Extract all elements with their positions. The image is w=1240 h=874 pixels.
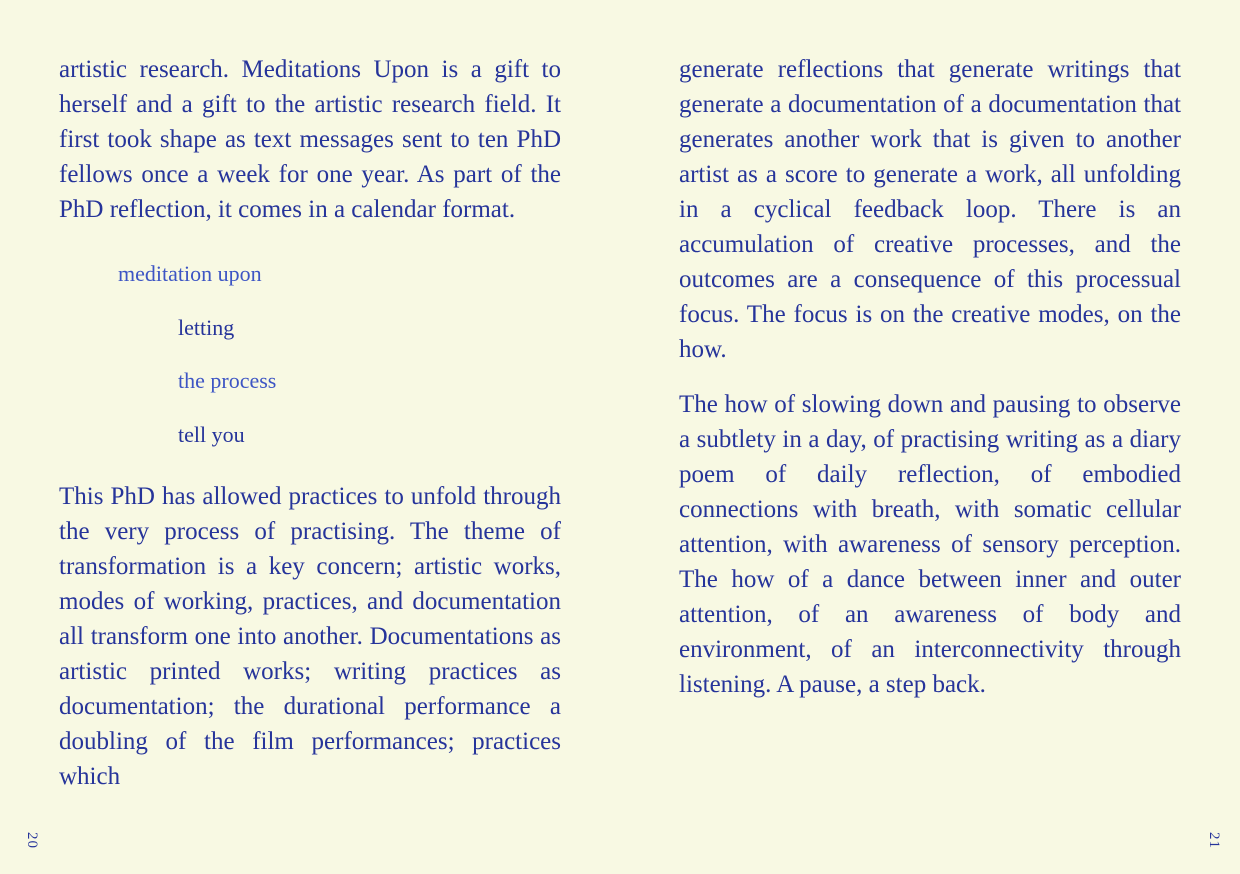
poem-line-1: meditation upon [118,261,262,286]
left-paragraph-1: artistic research. Meditations Upon is a gift to herself and a gift to the artistic research field. It first took shape as text messages sent to ten PhD fellows once a week for one year. As part of the PhD reflection, it comes in a calendar format. [59,56,561,223]
page-number-left: 20 [24,832,40,849]
poem-line-2: letting [178,314,235,340]
right-page [620,0,1240,874]
left-text-column [59,52,561,794]
poem-line-3: the process [178,368,277,393]
right-text-column [679,52,1181,702]
page-number-right: 21 [1206,832,1222,849]
poem-line-4: tell you [178,421,245,447]
right-paragraph-1: generate reflections that generate writings that generate a documentation of a documentation that generates another work that is given to another artist as a score to generate a work, all unfolding in a cyclical feedback loop. There is an accumulation of creative processes, and the outcomes are a consequence of this processual focus. The focus is on the creative modes, on the how. [679,56,1181,363]
right-paragraph-2: The how of slowing down and pausing to observe a subtlety in a day, of practising writing as a diary poem of daily reflection, of embodied connections with breath, with somatic cellular attention, with awareness of sensory perception. The how of a dance between inner and outer attention, of an awareness of body and environment, of an interconnectivity through listening. A pause, a step back. [679,391,1181,698]
poem [59,247,561,461]
left-paragraph-2: This PhD has allowed practices to unfold through the very process of practising. The theme of transformation is a key concern; artistic works, modes of working, practices, and documentation all transform one into another. Documentations as artistic printed works; writing practices as documentation; the durational performance a doubling of the film performances; practices which [59,483,561,790]
